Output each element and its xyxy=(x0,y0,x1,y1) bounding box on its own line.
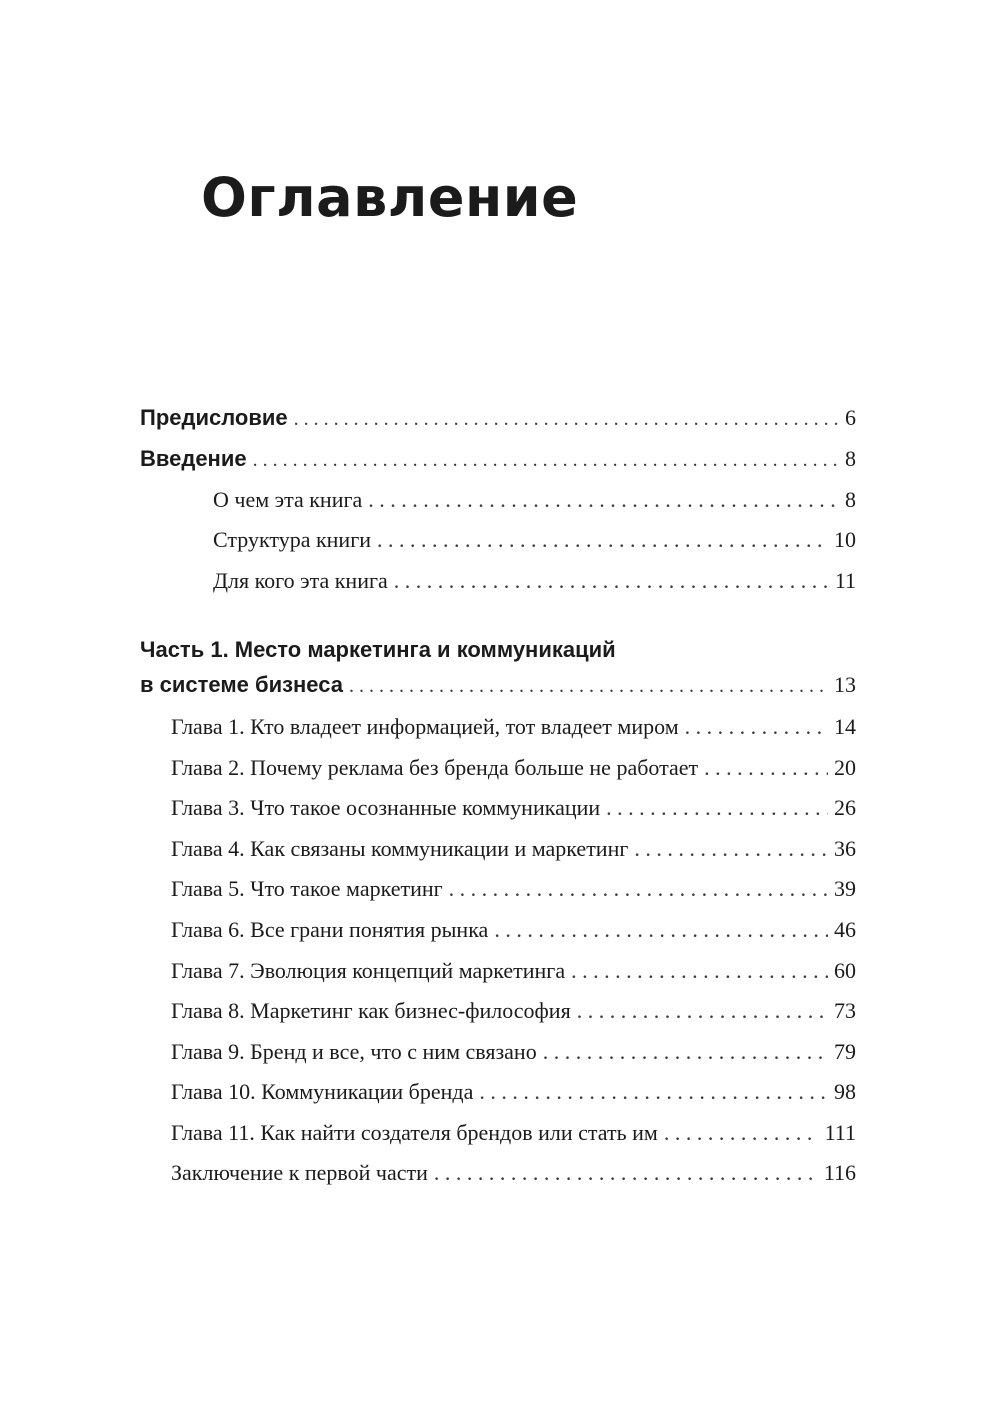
toc-page-number: 13 xyxy=(834,672,856,697)
toc-entry-label: Глава 11. Как найти создателя брендов или стать им xyxy=(171,1120,658,1145)
toc-entry-part-1[interactable] xyxy=(140,670,856,701)
dot-leader xyxy=(685,712,828,742)
dot-leader xyxy=(394,566,829,596)
toc-entry-intro-section[interactable] xyxy=(213,566,856,596)
part-1-title-line1: Часть 1. Место маркетинга и коммуникаций xyxy=(140,637,616,662)
toc-page-number: 11 xyxy=(834,568,856,593)
toc-entry-label: О чем эта книга xyxy=(213,487,363,512)
toc-entry-label: Структура книги xyxy=(213,527,371,552)
toc-entry-label: Заключение к первой части xyxy=(171,1160,428,1185)
toc-page-number: 6 xyxy=(845,405,856,430)
toc-page-number: 111 xyxy=(824,1120,856,1145)
dot-leader xyxy=(294,404,839,434)
toc-entry-label: Глава 4. Как связаны коммуникации и маркетинг xyxy=(171,836,629,861)
toc-entry-conclusion[interactable] xyxy=(171,1158,856,1188)
toc-entry-chapter[interactable] xyxy=(171,874,856,904)
dot-leader xyxy=(664,1118,819,1148)
toc-entry-chapter[interactable] xyxy=(171,1077,856,1107)
toc-entry-label: Глава 6. Все грани понятия рынка xyxy=(171,917,489,942)
toc-entry-label: Глава 8. Маркетинг как бизнес-философия xyxy=(171,998,571,1023)
page-title: Оглавление xyxy=(201,166,579,229)
dot-leader xyxy=(449,874,828,904)
toc-page-number: 14 xyxy=(834,714,856,739)
toc-entry-foreword[interactable] xyxy=(140,403,856,434)
toc-entry-chapter[interactable] xyxy=(171,956,856,986)
dot-leader xyxy=(704,753,828,783)
toc-entry-label: Глава 9. Бренд и все, что с ним связано xyxy=(171,1039,537,1064)
toc-page-number: 79 xyxy=(834,1039,856,1064)
toc-entry-chapter[interactable] xyxy=(171,712,856,742)
toc-page-number: 39 xyxy=(834,876,856,901)
toc-page-number: 26 xyxy=(834,795,856,820)
dot-leader xyxy=(634,834,828,864)
toc-page-number: 8 xyxy=(845,446,856,471)
dot-leader xyxy=(349,671,828,701)
dot-leader xyxy=(571,956,828,986)
toc-entry-label: Глава 2. Почему реклама без бренда больше не работает xyxy=(171,755,699,780)
toc-entry-chapter[interactable] xyxy=(171,834,856,864)
toc-page-number: 98 xyxy=(834,1079,856,1104)
toc-entry-label: Глава 7. Эволюция концепций маркетинга xyxy=(171,958,566,983)
toc-entry-chapter[interactable] xyxy=(171,1118,856,1148)
toc-page-number: 46 xyxy=(834,917,856,942)
toc-entry-chapter[interactable] xyxy=(171,996,856,1026)
toc-entry-label: Глава 5. Что такое маркетинг xyxy=(171,876,443,901)
toc-entry-chapter[interactable] xyxy=(171,753,856,783)
dot-leader xyxy=(577,996,828,1026)
toc-entry-introduction[interactable] xyxy=(140,444,856,475)
toc-entry-label: Глава 1. Кто владеет информацией, тот владеет миром xyxy=(171,714,679,739)
toc-entry-label: Введение xyxy=(140,446,247,471)
dot-leader xyxy=(377,525,828,555)
toc-page-number: 73 xyxy=(834,998,856,1023)
dot-leader xyxy=(479,1077,828,1107)
toc-page-number: 116 xyxy=(823,1160,856,1185)
toc-entry-label: Для кого эта книга xyxy=(213,568,388,593)
dot-leader xyxy=(543,1037,828,1067)
dot-leader xyxy=(253,445,839,475)
toc-entry-label: в системе бизнеса xyxy=(140,672,343,697)
dot-leader xyxy=(606,793,828,823)
toc-entry-chapter[interactable] xyxy=(171,793,856,823)
toc-entry-label: Глава 3. Что такое осознанные коммуникации xyxy=(171,795,601,820)
dot-leader xyxy=(434,1158,818,1188)
toc-entry-label: Предисловие xyxy=(140,405,288,430)
toc-page-number: 60 xyxy=(834,958,856,983)
toc-entry-intro-section[interactable] xyxy=(213,525,856,555)
toc-page-number: 8 xyxy=(845,487,856,512)
toc-entry-intro-section[interactable] xyxy=(213,485,856,515)
toc-entry-chapter[interactable] xyxy=(171,1037,856,1067)
toc-page-number: 36 xyxy=(834,836,856,861)
toc-entry-label: Глава 10. Коммуникации бренда xyxy=(171,1079,474,1104)
dot-leader xyxy=(368,485,839,515)
dot-leader xyxy=(494,915,828,945)
toc-entry-chapter[interactable] xyxy=(171,915,856,945)
toc-page-number: 10 xyxy=(834,527,856,552)
toc-page-number: 20 xyxy=(834,755,856,780)
